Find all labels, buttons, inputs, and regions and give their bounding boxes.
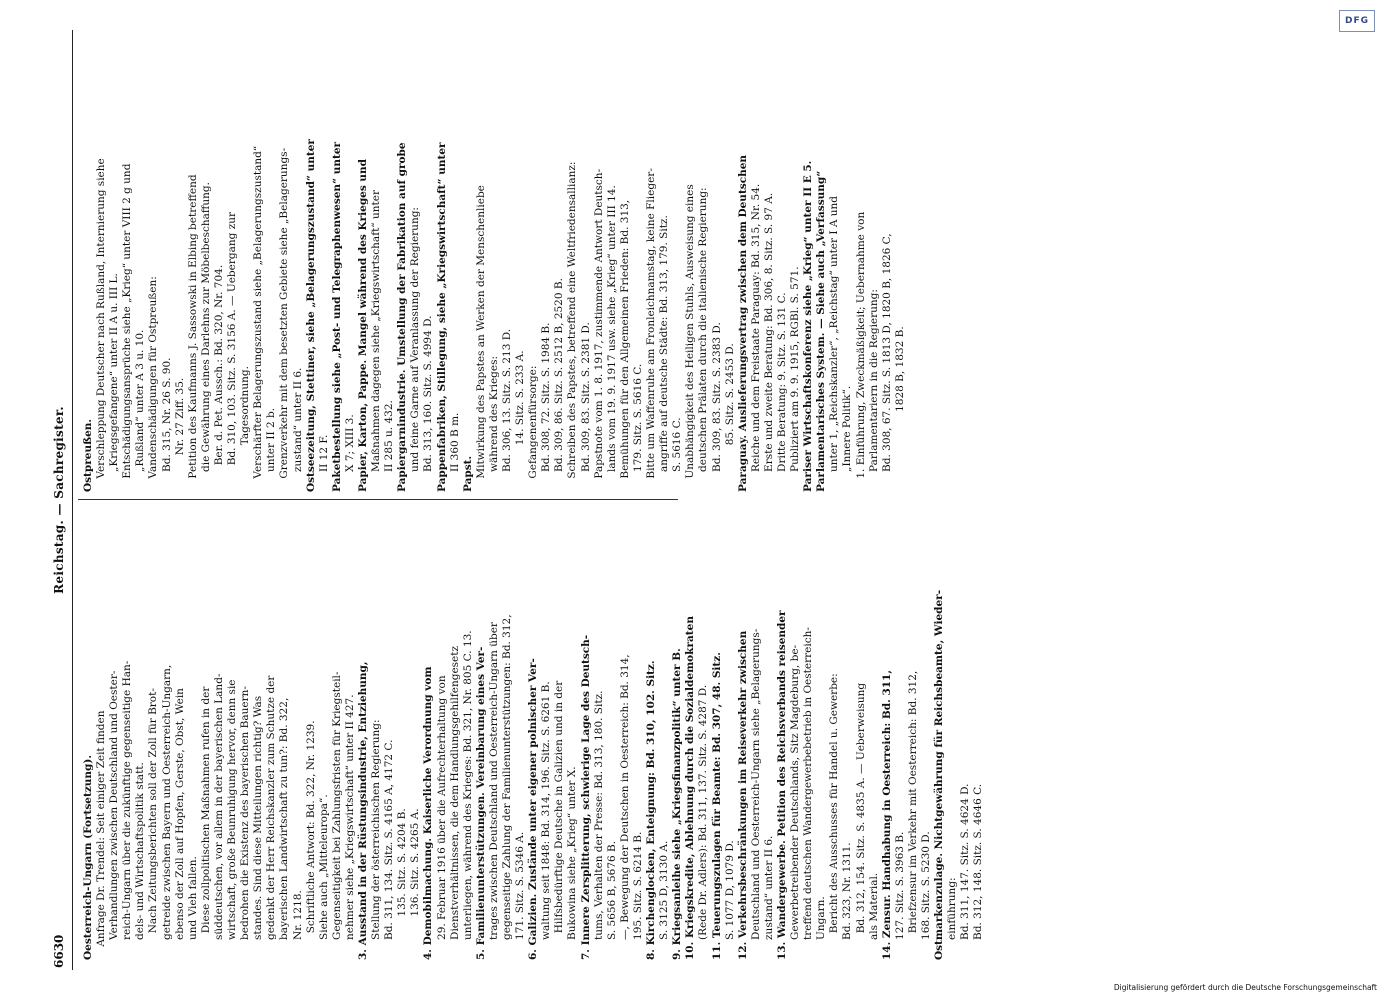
text-line: 1. Einführung, Zweckmäßigkeit; Uebernahme von [854,211,867,492]
text-line: und feine Garne auf Veranlassung der Regierung: [409,207,422,492]
text-line: unter 1, „Reichskanzler“, „Reichstag“ unter I A und [828,195,841,492]
text-line: Stellung der österreichischen Regierung: [370,719,383,960]
text-line: Ber. d. Pet. Aussch.: Bd. 320, Nr. 704. [212,264,225,492]
text-line: Pappenfabriken, Stillegung, siehe „Kriegswirtschaft“ unter [435,142,448,492]
text-line: Ungarn. [815,896,828,960]
text-line: Bd. 309, 86. Sitz. S. 2512 B, 2520 B. [553,278,566,492]
text-line: Erste und zweite Beratung: Bd. 306, 8. Sitz. S. 97 A. [762,192,775,492]
text-line: lands vom 19. 9. 1917 usw. siehe „Krieg“ unter III 14. [605,185,618,492]
text-line: II 285 u. 432. [383,400,396,492]
text-line: „Rußland“ unter A 3 u. 10. [134,329,147,492]
text-line: Papier, Karton, Pappe. Mangel während des Krieges und [356,158,369,492]
text-line: angriffe auf deutsche Städte: Bd. 313, 179. Sitz. [658,215,671,492]
text-line: Maßnahmen dagegen siehe „Kriegswirtschaft“ unter [370,190,383,492]
text-line: „Kriegsgefangene“ unter II A u. III L. [108,273,121,492]
digitization-credit: Digitalisierung gefördert durch die Deutsche Forschungsgemeinschaft [1113,983,1377,992]
text-line: II 12 F. [317,434,330,492]
text-line: trages zwischen Deutschland und Oesterreich-Ungarn über [487,622,500,960]
text-line: Publiziert am 9. 9. 1915, RGBl. S. 571. [789,266,802,492]
text-line: (Rede Dr. Adlers): Bd. 311, 137. Sitz. S. 4287 D. [697,684,710,960]
text-line: 14. Sitz. S. 233 A. [514,350,527,492]
text-line: Paraguay. Auslieferungsvertrag zwischen dem Deutschen [736,154,749,492]
text-line: 10. Kriegskredite, Ablehnung durch die Sozialdemokraten [684,616,697,960]
text-line: S. 3125 D, 3130 A. [658,840,671,960]
text-line: wirtschaft, große Beunruhigung hervor, denn sie [226,679,239,960]
text-line: Papiergarnindustrie. Umstellung der Fabrikation auf grobe [396,142,409,492]
text-line: Unabhängigkeit des Heiligen Stuhls, Ausweisung eines [684,184,697,492]
text-line: Verschärfter Belagerungszustand siehe „Belagerungszustand“ [252,145,265,492]
text-line: Bd. 311, 134. Sitz. S. 4165 A, 4172 C. [383,739,396,960]
text-line: Pariser Wirtschaftskonferenz siehe „Krieg“ unter II E 5. [802,160,815,492]
text-line: —, Bewegung der Deutschen in Oesterreich: Bd. 314, [618,654,631,960]
text-line: 4. Demobilmachung. Kaiserliche Verordnung vom [422,666,435,960]
text-line: 13. Wandergewerbe. Petition des Reichsverbands reisender [775,610,788,960]
text-line: Hilfsbedürftige Deutsche in Galizien und in der [553,680,566,960]
text-line: die Gewährung eines Darlehns zur Möbelbeschaffung. [199,182,212,492]
text-line: treffend deutschen Wandergewerbebetrieb in Oesterreich- [802,627,815,960]
text-line: nehmer siehe „Kriegswirtschaft“ unter II 427. [343,694,356,960]
text-line: während des Krieges: [487,355,500,492]
text-line: Bemühungen für den Allgemeinen Frieden: Bd. 313, [618,199,631,492]
text-line: gegenseitige Zahlung der Familienunterstützungen: Bd. 312, [501,614,513,960]
column-divider [78,499,678,500]
text-line: Parlamentariern in die Regierung: [867,289,880,492]
text-line: Schriftliche Antwort: Bd. 322, Nr. 1239. [304,720,317,960]
text-line: unterliegen, während des Krieges: Bd. 321, Nr. 805 C. 13. [461,630,474,960]
text-line: Bd. 312, 154. Sitz. S. 4835 A. — Ueberweisung [854,682,867,960]
text-line: Bd. 306, 13. Sitz. S. 213 D. [501,328,513,492]
text-line: Mitwirkung des Papstes an Werken der Menschenliebe [474,185,487,492]
text-line: Petition des Kaufmanns J. Sassowski in Elbing betreffend [186,174,199,492]
text-line: Gewerbetreibender Deutschlands, Sitz Magdeburg, be- [789,644,802,960]
text-line: Diese zollpolitischen Maßnahmen rufen in der [199,686,212,960]
text-line: Dritte Beratung: 9. Sitz. S. 131 C. [775,292,788,492]
text-line: 7. Innere Zersplitterung, schwierige Lage des Deutsch- [579,634,592,960]
text-line: bedrohen die Existenz des bayerischen Bauern- [239,686,252,960]
text-line: Bd. 308, 67. Sitz. S. 1813 D, 1820 B, 1826 C, [880,233,893,492]
text-line: Parlamentarisches System. — Siehe auch „Verfassung“ [815,170,828,492]
text-line: 136. Sitz. S. 4265 A. [409,808,422,960]
text-line: Papstnote vom 1. 8. 1917, zustimmende Antwort Deutsch- [592,168,605,492]
page-number: 6630 [52,934,66,968]
running-head: Reichstag. — Sachregister. [52,406,66,594]
text-line: X 7; XIII 3. [343,414,356,492]
text-line: 1828 B, 1832 B. [893,326,906,492]
header-rule [72,30,73,970]
text-line: Reiche und dem Freistaate Paraguay: Bd. 315, Nr. 54. [749,183,762,492]
text-line: und Vieh fallen. [186,856,199,960]
text-line: Paketbestellung siehe „Post- und Telegraphenwesen“ unter [330,141,343,492]
text-line: 5. Familienunterstützungen. Vereinbarung eines Ver- [474,646,487,960]
text-line: Bd. 309, 83. Sitz. S. 2381 D. [579,322,592,492]
text-line: Gegenseitigkeit bei Zahlungsfristen für Kriegsteil- [330,671,343,960]
text-line: bayerischen Landwirtschaft zu tun?: Bd. 322, [278,697,291,960]
text-line: dels- und Wirtschaftspolitik statt. [134,762,147,960]
text-line: Schreiben des Papstes, betreffend eine Weltfriedensallianz: [566,161,579,492]
text-line: zustand“ unter II 6. [291,367,304,492]
text-line: Ostmarkenzulage. Nichtgewährung für Reichsbeamte, Wieder- [933,589,946,960]
text-line: Ostpreußen. [82,418,94,492]
text-line: 168. Sitz. S. 5230 D. [920,831,932,960]
text-line: 11. Teuerungszulagen für Beamte: Bd. 307, 48. Sitz. [710,652,723,960]
text-line: 85. Sitz. S. 2453 D. [723,343,736,492]
text-line: S. 1077 D, 1079 D. [723,840,736,960]
text-line: unter II 2 b. [265,407,278,492]
text-line: reich-Ungarn über die zukünftige gegenseitige Han- [121,660,134,960]
text-line: Bd. 310, 103. Sitz. S. 3156 A. — Uebergang zur [226,211,239,492]
text-line: 135. Sitz. S. 4204 B. [396,808,409,960]
text-line: Gefangenenfürsorge: [527,365,540,492]
text-line: Bd. 323, Nr. 1311. [841,842,854,960]
text-line: 3. Ausstand in der Rüstungsindustrie, Entziehung, [356,661,369,960]
text-line: Grenzverkehr mit dem besetzten Gebiete siehe „Belagerungs- [278,147,291,492]
text-line: Verhandlungen zwischen Deutschland und Oester- [108,670,121,960]
text-line: II 360 B m. [448,412,461,492]
text-line: standes. Sind diese Mitteilungen richtig? Was [252,695,265,960]
text-line: tums, Verhalten der Presse: Bd. 313, 180. Sitz. [592,690,605,960]
text-line: Briefzensur im Verkehr mit Oesterreich: Bd. 312, [906,670,919,960]
text-line: als Material. [867,872,880,960]
text-line: 195. Sitz. S. 6214 B. [631,831,644,960]
text-line: Bd. 311, 147. Sitz. S. 4624 D. [959,783,972,960]
text-line: Bd. 309, 83. Sitz. S. 2383 D. [710,322,723,492]
right-column [82,22,907,492]
text-line: 9. Kriegsanleihe siehe „Kriegsfinanzpolitik“ unter B. [671,648,684,960]
text-line: 12. Verkehrsbeschränkungen im Reiseverkehr zwischen [736,630,749,960]
text-line: Oesterreich-Ungarn (Fortsetzung). [82,754,94,960]
text-line: süddeutschen, vor allem in der bayerischen Land- [212,673,225,960]
text-line: Nr. 1218. [291,890,304,960]
text-line: ebenso der Zoll auf Hopfen, Gerste, Obst, Wein [173,688,186,960]
dfg-logo: DFG [1339,10,1375,32]
text-line: Deutschland und Oesterreich-Ungarn siehe „Belagerungs- [749,628,762,960]
text-line: zustand“ unter II 6. [762,835,775,960]
text-line: Nr. 27 Ziff. 35. [173,377,186,492]
text-line: Bericht des Ausschusses für Handel u. Gewerbe: [828,673,841,960]
text-line: einführung: [946,877,959,960]
text-line: Bd. 313, 160. Sitz. S. 4994 D. [422,315,435,492]
text-line: deutschen Prälaten durch die italienische Regierung: [697,187,710,492]
text-line: getreide zwischen Bayern und Oesterreich-Ungarn, [160,664,173,960]
text-line: „Innere Politik“. [841,385,854,492]
text-line: Bd. 312, 148. Sitz. S. 4646 C. [972,783,985,960]
text-line: 179. Sitz. S. 5616 C. [631,363,644,492]
text-line: Papst. [461,455,474,492]
text-line: 6. Galizien. Zustände unter eigener polnischer Ver- [527,658,540,960]
text-line: 14. Zensur. Handhabung in Oesterreich: Bd. 311, [880,669,893,960]
text-line: 127. Sitz. S. 3963 B. [893,831,906,960]
text-line: Dienstverhältnissen, die dem Handlungsgehilfengesetz [448,645,461,960]
text-line: Ostseezeitung, Stettiner, siehe „Belagerungszustand“ unter [304,139,317,492]
text-line: Bd. 315, Nr. 26 S. 90. [160,357,173,492]
text-line: Tagesordnung. [239,366,252,492]
text-line: Bitte um Waffenruhe am Fronleichnamstag, keine Flieger- [645,168,658,492]
text-line: gedenkt der Herr Reichskanzler zum Schutze der [265,675,278,960]
text-line: Verschleppung Deutscher nach Rußland, Internierung siehe [95,158,108,492]
left-column [82,510,985,960]
text-line: 8. Kirchenglocken, Enteignung: Bd. 310, 102. Sitz. [645,660,658,960]
text-line: waltung seit 1848: Bd. 314, 196. Sitz. S. 6261 B. [540,681,553,960]
text-line: Anfrage Dr. Trendel: Seit einiger Zeit finden [95,710,108,960]
text-line: Bukowina siehe „Krieg“ unter X. [566,766,579,960]
text-line: S. 5616 C. [671,417,684,492]
text-line: S. 5656 B, 5676 B. [605,840,618,960]
text-line: Bd. 308, 72. Sitz. S. 1984 B. [540,322,553,492]
text-line: 29. Februar 1916 über die Aufrechterhaltung von [435,675,448,960]
text-line: Vandenschädigungen für Ostpreußen: [147,276,160,492]
text-line: 171. Sitz. S. 5346 A. [514,831,527,960]
text-line: Entschädigungsansprüche siehe „Krieg“ unter VIII 2 g und [121,163,134,492]
text-line: Siehe auch „Mitteleuropa“. [317,794,330,960]
text-line: Nach Zeitungsberichten soll der Zoll für Brot- [147,688,160,960]
